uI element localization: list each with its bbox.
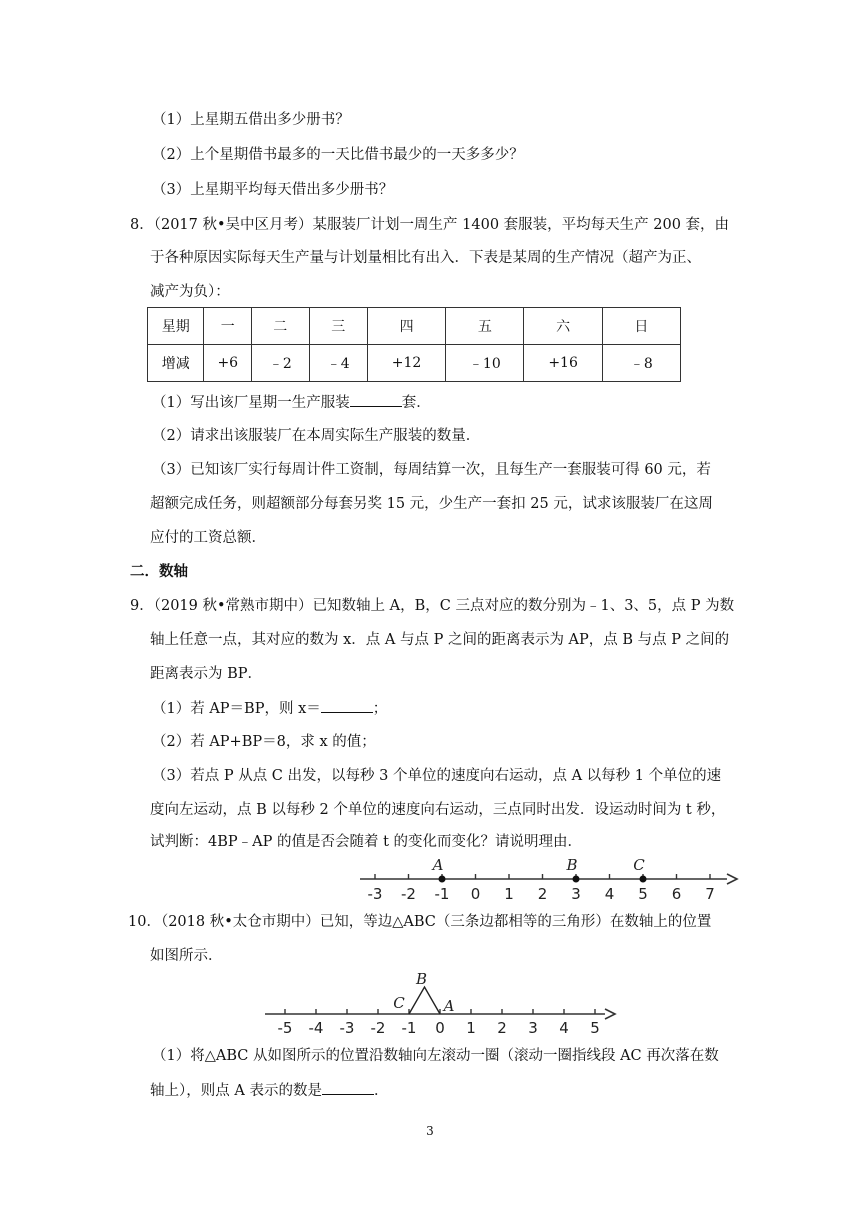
q9-sub3-line3: 试判断：4BP﹣AP 的值是否会随着 t 的变化而变化？请说明理由． [150,834,583,850]
q8-sub2: （2）请求出该服装厂在本周实际生产服装的数量． [152,428,481,444]
q9-line2: 轴上任意一点，其对应的数为 x．点 A 与点 P 之间的距离表示为 AP，点 B 与点 P 之间的 [150,632,730,648]
table-cell: 二 [252,308,309,345]
point-label: C [633,856,645,874]
q8-line1: 8．（2017 秋•吴中区月考）某服装厂计划一周生产 1400 套服装，平均每天生产 200 套，由 [130,217,730,233]
q8-sub3-line3: 应付的工资总额． [150,530,266,546]
triangle-abc [409,987,440,1014]
answer-blank[interactable] [321,698,373,713]
q8-sub1-suffix: 套． [401,395,431,411]
answer-blank[interactable] [350,392,402,407]
tick-label: -1 [434,885,450,903]
tick-label: 2 [497,1019,507,1036]
table-cell: 四 [367,308,445,345]
point-label: B [566,856,578,874]
tick-label: 4 [604,885,615,903]
q7-sub3: （3）上星期平均每天借出多少册书？ [152,182,394,198]
q8-sub1 [152,392,431,413]
section-heading: 二．数轴 [130,564,188,580]
q9-sub3-line2: 度向左运动，点 B 以每秒 2 个单位的速度向右运动，三点同时出发．设运动时间为 t 秒， [150,802,726,818]
tick-label: 7 [705,885,715,903]
q10-sub1-suffix: ． [373,1083,389,1099]
table-cell: +16 [524,345,602,382]
q10-sub1-line1: （1）将△ABC 从如图所示的位置沿数轴向左滚动一圈（滚动一圈指线段 AC 再次落在数 [152,1048,719,1064]
tick-label: -3 [339,1019,355,1036]
page-number: 3 [426,1124,434,1138]
table-cell: 五 [446,308,524,345]
table-cell: 日 [602,308,680,345]
table-cell: +12 [367,345,445,382]
q8-sub3-line1: （3）已知该厂实行每周计件工资制，每周结算一次，且每生产一套服装可得 60 元，若 [152,462,711,478]
tick-label: 3 [528,1019,538,1036]
q10-sub1-line2 [150,1080,388,1101]
table-cell: 一 [204,308,252,345]
q10-sub1-text: 轴上），则点 A 表示的数是 [150,1083,322,1099]
point-marker [640,876,647,883]
table-header-row [148,308,681,345]
table-cell: 星期 [148,308,204,345]
table-row [148,345,681,382]
q8-sub3-line2: 超额完成任务，则超额部分每套另奖 15 元，少生产一套扣 25 元，试求该服装厂在这周 [150,496,713,512]
vertex-label-a: A [443,997,455,1015]
q7-sub2: （2）上个星期借书最多的一天比借书最少的一天多多少？ [152,147,524,163]
point-marker [439,876,446,883]
table-cell: 六 [524,308,602,345]
tick-label: -5 [277,1019,293,1036]
tick-label: 5 [590,1019,600,1036]
tick-label: 1 [466,1019,476,1036]
q10-number-line [255,968,625,1036]
table-cell: ﹣10 [446,345,524,382]
q7-sub1: （1）上星期五借出多少册书？ [152,112,350,128]
table-cell: +6 [204,345,252,382]
table-cell: ﹣2 [252,345,309,382]
table-cell: ﹣8 [602,345,680,382]
q9-line1: 9．（2019 秋•常熟市期中）已知数轴上 A，B，C 三点对应的数分别为﹣1、3、5，点 P 为数 [130,598,735,614]
q9-sub2: （2）若 AP+BP＝8，求 x 的值； [152,734,376,750]
tick-label: 0 [435,1019,445,1036]
table-cell: 三 [309,308,367,345]
tick-label: 1 [504,885,514,903]
table-cell: ﹣4 [309,345,367,382]
tick-label: 5 [638,885,648,903]
q8-sub1-text: （1）写出该厂星期一生产服装 [152,395,350,411]
table-cell: 增减 [148,345,204,382]
answer-blank[interactable] [322,1080,374,1095]
tick-label: -2 [370,1019,386,1036]
tick-label: 6 [671,885,682,903]
tick-label: -4 [308,1019,324,1036]
tick-label: 2 [537,885,548,903]
tick-label: 3 [571,885,581,903]
q10-line2: 如图所示． [150,948,223,964]
tick-label: -2 [401,885,416,903]
production-table [147,307,681,382]
q10-line1: 10．（2018 秋•太仓市期中）已知，等边△ABC（三条边都相等的三角形）在数轴上的位置 [128,914,712,930]
q9-sub1-text: （1）若 AP＝BP，则 x＝ [152,701,321,717]
tick-label: -3 [367,885,383,903]
vertex-label-b: B [415,970,428,988]
tick-label: 4 [559,1019,569,1036]
q8-line3: 减产为负）： [150,284,230,300]
q9-sub1-suffix: ； [372,701,388,717]
tick-label: 0 [470,885,481,903]
q9-number-line [355,855,740,905]
vertex-label-c: C [393,994,405,1012]
axis-arrow-icon [605,1009,615,1019]
q8-line2: 于各种原因实际每天生产量与计划量相比有出入．下表是某周的生产情况（超产为正、 [150,250,701,266]
q9-sub3-line1: （3）若点 P 从点 C 出发，以每秒 3 个单位的速度向右运动，点 A 以每秒 1 个单位的速 [152,768,722,784]
q9-line3: 距离表示为 BP． [150,666,263,682]
axis-arrow-icon [727,874,737,884]
q9-sub1 [152,698,387,719]
point-marker [573,876,580,883]
tick-label: -1 [401,1019,417,1036]
point-label: A [432,856,444,874]
